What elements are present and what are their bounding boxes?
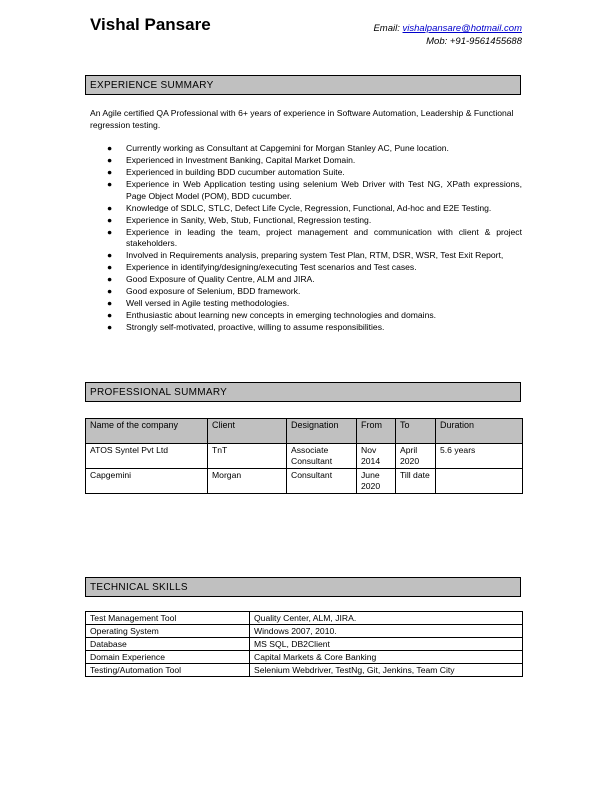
table-row xyxy=(86,612,523,625)
skill-category-cell: Testing/Automation Tool xyxy=(86,664,250,677)
skill-value-cell: Selenium Webdriver, TestNg, Git, Jenkins, Team City xyxy=(250,664,523,677)
bullet-text: Currently working as Consultant at Capgemini for Morgan Stanley AC, Pune location. xyxy=(126,143,449,153)
table-cell: Morgan xyxy=(208,469,287,494)
bullet-dot-icon: ● xyxy=(107,226,113,237)
bullet-dot-icon: ● xyxy=(107,274,113,284)
experience-intro: An Agile certified QA Professional with 6+ years of experience in Software Automation, Leadership & Functional regression testing. xyxy=(90,108,514,130)
table-row xyxy=(86,664,523,677)
table-row xyxy=(86,444,523,469)
mobile-line: Mob: +91-9561455688 xyxy=(426,36,522,47)
table-cell: April 2020 xyxy=(396,444,436,469)
bullet-text: Strongly self-motivated, proactive, willing to assume responsibilities. xyxy=(126,322,385,332)
experience-bullet xyxy=(107,298,522,310)
experience-bullet xyxy=(107,143,522,155)
experience-bullet xyxy=(107,226,522,250)
table-cell xyxy=(436,469,523,494)
skill-value-cell: Capital Markets & Core Banking xyxy=(250,651,523,664)
experience-bullet xyxy=(107,179,522,202)
skill-value-cell: Quality Center, ALM, JIRA. xyxy=(250,612,523,625)
professional-column-header: To xyxy=(396,419,436,444)
bullet-text: Involved in Requirements analysis, preparing system Test Plan, RTM, DSR, WSR, Test Exit Report, xyxy=(126,250,504,260)
email-line xyxy=(373,22,522,35)
bullet-dot-icon: ● xyxy=(107,262,113,272)
experience-bullet xyxy=(107,286,522,298)
bullet-dot-icon: ● xyxy=(107,179,113,189)
professional-summary-table xyxy=(85,418,523,494)
bullet-text: Well versed in Agile testing methodologies. xyxy=(126,298,290,308)
professional-column-header: Name of the company xyxy=(86,419,208,444)
table-cell: Consultant xyxy=(287,469,357,494)
bullet-dot-icon: ● xyxy=(107,322,113,332)
table-cell: Nov 2014 xyxy=(357,444,396,469)
technical-skills-heading: TECHNICAL SKILLS xyxy=(85,577,521,597)
table-cell: Till date xyxy=(396,469,436,494)
bullet-text: Experienced in building BDD cucumber automation Suite. xyxy=(126,167,345,177)
experience-summary-heading: EXPERIENCE SUMMARY xyxy=(85,75,521,95)
professional-table-header-row xyxy=(86,419,523,444)
professional-column-header: Designation xyxy=(287,419,357,444)
bullet-text: Good exposure of Selenium, BDD framework. xyxy=(126,286,301,296)
experience-bullet xyxy=(107,214,522,227)
skill-value-cell: MS SQL, DB2Client xyxy=(250,638,523,651)
experience-bullet xyxy=(107,262,522,274)
experience-bullet xyxy=(107,274,522,286)
bullet-dot-icon: ● xyxy=(107,310,113,320)
table-cell: 5.6 years xyxy=(436,444,523,469)
table-row xyxy=(86,469,523,494)
bullet-text: Knowledge of SDLC, STLC, Defect Life Cycle, Regression, Functional, Ad-hoc and E2E Testing. xyxy=(126,202,492,213)
bullet-dot-icon: ● xyxy=(107,202,113,213)
professional-column-header: From xyxy=(357,419,396,444)
experience-bullet-list xyxy=(90,143,522,334)
experience-bullet xyxy=(107,167,522,179)
technical-skills-table xyxy=(85,611,523,677)
bullet-dot-icon: ● xyxy=(107,167,113,177)
candidate-name: Vishal Pansare xyxy=(90,15,211,34)
table-cell: Associate Consultant xyxy=(287,444,357,469)
experience-bullet xyxy=(107,250,522,262)
bullet-dot-icon: ● xyxy=(107,214,113,225)
table-row xyxy=(86,638,523,651)
skill-category-cell: Database xyxy=(86,638,250,651)
skill-category-cell: Test Management Tool xyxy=(86,612,250,625)
bullet-dot-icon: ● xyxy=(107,143,113,153)
skill-category-cell: Operating System xyxy=(86,625,250,638)
table-cell: TnT xyxy=(208,444,287,469)
experience-bullet xyxy=(107,155,522,167)
experience-bullet xyxy=(107,310,522,322)
experience-bullet xyxy=(107,322,522,334)
contact-block xyxy=(373,22,522,48)
email-link[interactable]: vishalpansare@hotmail.com xyxy=(402,23,522,34)
bullet-dot-icon: ● xyxy=(107,250,113,260)
table-row xyxy=(86,625,523,638)
professional-column-header: Duration xyxy=(436,419,523,444)
skill-value-cell: Windows 2007, 2010. xyxy=(250,625,523,638)
bullet-text: Experienced in Investment Banking, Capital Market Domain. xyxy=(126,155,356,165)
skill-category-cell: Domain Experience xyxy=(86,651,250,664)
bullet-text: Experience in Web Application testing using selenium Web Driver with Test NG, XPath expressions, Page Object Model (POM), BDD cucumber. xyxy=(126,179,522,201)
table-cell: June 2020 xyxy=(357,469,396,494)
bullet-dot-icon: ● xyxy=(107,298,113,308)
table-cell: Capgemini xyxy=(86,469,208,494)
bullet-text: Experience in Sanity, Web, Stub, Functional, Regression testing. xyxy=(126,214,372,225)
experience-bullet xyxy=(107,202,522,215)
bullet-text: Enthusiastic about learning new concepts in emerging technologies and domains. xyxy=(126,310,437,320)
bullet-dot-icon: ● xyxy=(107,155,113,165)
professional-column-header: Client xyxy=(208,419,287,444)
table-row xyxy=(86,651,523,664)
bullet-text: Good Exposure of Quality Centre, ALM and JIRA. xyxy=(126,274,315,284)
bullet-text: Experience in leading the team, project management and communication with client & project stakeholders. xyxy=(126,226,522,248)
bullet-dot-icon: ● xyxy=(107,286,113,296)
table-cell: ATOS Syntel Pvt Ltd xyxy=(86,444,208,469)
professional-summary-heading: PROFESSIONAL SUMMARY xyxy=(85,382,521,402)
email-label: Email: xyxy=(373,23,400,34)
bullet-text: Experience in identifying/designing/executing Test scenarios and Test cases. xyxy=(126,262,417,272)
